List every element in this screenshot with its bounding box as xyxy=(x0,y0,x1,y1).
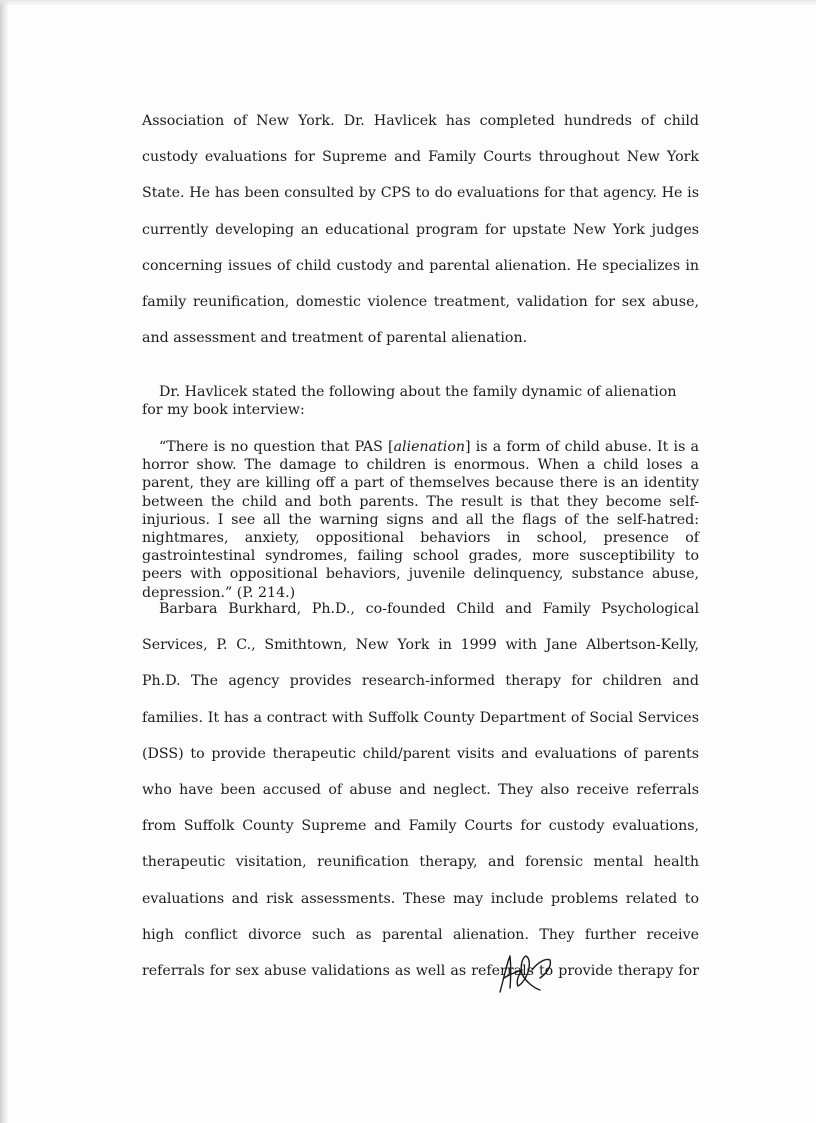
paragraph-interview-intro: Dr. Havlicek stated the following about the family dynamic of alienation for my book interview: xyxy=(142,384,677,419)
scan-top-shadow xyxy=(0,0,816,6)
handwritten-initials-icon xyxy=(496,948,556,996)
quote-italic-term: alienation xyxy=(393,439,466,455)
quote-text-start: “There is no question that PAS [ xyxy=(159,439,394,455)
paragraph-interview-quote xyxy=(142,438,699,602)
scan-edge-shadow xyxy=(0,0,9,1123)
quote-text-end: ] is a form of child abuse. It is a horror show. The damage to children is enormous. When a child loses a parent, they are killing off a part of themselves because there is an identity between the child and both parents. The result is that they become self-injurious. I see all the warning signs and all the flags of the self-hatred: nightmares, anxiety, oppositional behaviors in school, presence of gastrointestinal syndromes, failing school grades, more susceptibility to peers with oppositional behaviors, juvenile delinquency, substance abuse, depression.” (P. 214.) xyxy=(142,439,699,601)
paragraph-burkhard-agency: Barbara Burkhard, Ph.D., co-founded Child and Family Psychological Services, P. C., Smithtown, New York in 1999 with Jane Albertson-Kelly, Ph.D. The agency provides research-informed therapy for children and families. It has a contract with Suffolk County Department of Social Services (DSS) to provide therapeutic child/parent visits and evaluations of parents who have been accused of abuse and neglect. They also receive referrals from Suffolk County Supreme and Family Courts for custody evaluations, therapeutic visitation, reunification therapy, and forensic mental health evaluations and risk assessments. These may include problems related to high conflict divorce such as parental alienation. They further receive referrals for sex abuse validations as well as referrals to provide therapy for xyxy=(142,601,699,980)
paragraph-havlicek-credentials: Association of New York. Dr. Havlicek has completed hundreds of child custody evaluations for Supreme and Family Courts throughout New York State. He has been consulted by CPS to do evaluations for that agency. He is currently developing an educational program for upstate New York judges concerning issues of child custody and parental alienation. He specializes in family reunification, domestic violence treatment, validation for sex abuse, and assessment and treatment of parental alienation. xyxy=(142,113,699,347)
